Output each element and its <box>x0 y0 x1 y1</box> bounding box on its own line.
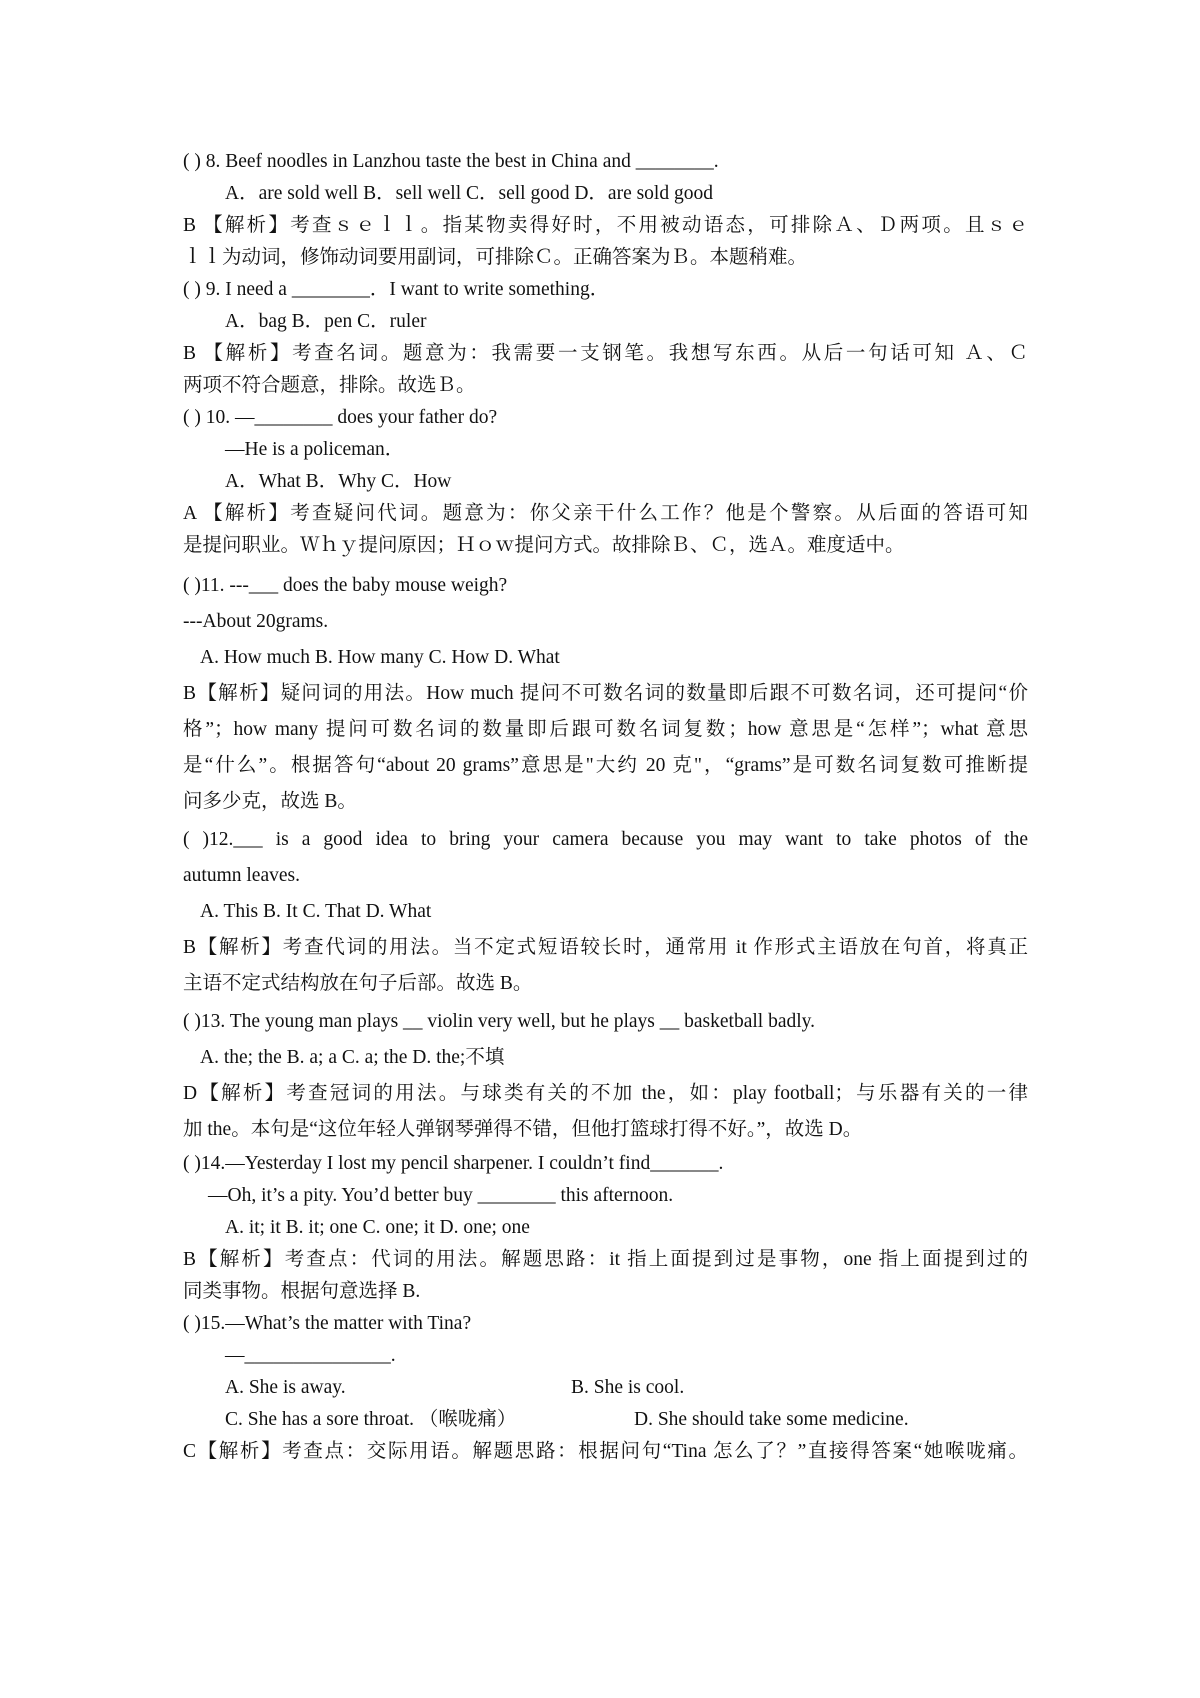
q13-stem: ( )13. The young man plays __ violin very well, but he plays __ basketball badly. <box>183 1011 816 1032</box>
q11-answer-line: ---About 20grams. <box>183 611 329 632</box>
q9-explanation-line-1: B 【解析】考查名词。题意为：我需要一支钢笔。我想写东西。从后一句话可知 Ａ、Ｃ <box>183 343 1028 364</box>
q10-options: A．What B．Why C．How <box>225 471 452 492</box>
q15-stem: ( )15.—What’s the matter with Tina? <box>183 1313 472 1334</box>
q11-stem: ( )11. ---___ does the baby mouse weigh? <box>183 575 508 596</box>
q9-explanation-line-2: 两项不符合题意，排除。故选Ｂ。 <box>183 375 476 396</box>
q14-answer-line: —Oh, it’s a pity. You’d better buy ________ this afternoon. <box>208 1185 674 1206</box>
q15-option-c: C. She has a sore throat. （喉咙痛） <box>225 1409 517 1430</box>
q14-explanation-line-2: 同类事物。根据句意选择 B. <box>183 1281 421 1302</box>
q8-explanation-line-1: B 【解析】考查ｓｅｌｌ。指某物卖得好时，不用被动语态，可排除Ａ、Ｄ两项。且ｓｅ <box>183 215 1028 236</box>
q10-explanation-line-2: 是提问职业。Ｗｈｙ提问原因；Ｈｏｗ提问方式。故排除Ｂ、Ｃ，选Ａ。难度适中。 <box>183 535 905 556</box>
q15-answer-line: —_______________. <box>225 1345 396 1366</box>
q12-options: A. This B. It C. That D. What <box>200 901 432 922</box>
q15-option-a: A. She is away. <box>225 1377 346 1398</box>
q8-options: A．are sold well B．sell well C．sell good D．are sold good <box>225 183 713 204</box>
q15-option-b: B. She is cool. <box>571 1377 685 1398</box>
q14-options: A. it; it B. it; one C. one; it D. one; one <box>225 1217 530 1238</box>
q8-stem: ( ) 8. Beef noodles in Lanzhou taste the best in China and ________. <box>183 151 719 172</box>
q14-stem: ( )14.—Yesterday I lost my pencil sharpener. I couldn’t find_______. <box>183 1153 724 1174</box>
q13-explanation-line-2: 加 the。本句是“这位年轻人弹钢琴弹得不错，但他打篮球打得不好。”，故选 D。 <box>183 1119 863 1140</box>
q12-stem-line-1: ( )12.___ is a good idea to bring your camera because you may want to take photos of the <box>183 829 1028 850</box>
q8-explanation-line-2: ｌｌ为动词，修饰动词要用副词，可排除Ｃ。正确答案为Ｂ。本题稍难。 <box>183 247 808 268</box>
q9-stem: ( ) 9. I need a ________．I want to write something． <box>183 279 610 300</box>
q11-explanation-line-1: B【解析】疑问词的用法。How much 提问不可数名词的数量即后跟不可数名词，还可提问“价 <box>183 683 1028 704</box>
q15-explanation-line-1: C【解析】考查点：交际用语。解题思路：根据问句“Tina 怎么了？”直接得答案“她喉咙痛。 <box>183 1441 1028 1462</box>
q10-explanation-line-1: A 【解析】考查疑问代词。题意为：你父亲干什么工作？他是个警察。从后面的答语可知 <box>183 503 1028 524</box>
q11-options: A. How much B. How many C. How D. What <box>200 647 560 668</box>
q10-stem: ( ) 10. —________ does your father do? <box>183 407 498 428</box>
q9-options: A．bag B．pen C．ruler <box>225 311 427 332</box>
q12-stem-line-2: autumn leaves. <box>183 865 300 886</box>
q10-answer-line: —He is a policeman． <box>225 439 405 460</box>
q15-option-d: D. She should take some medicine. <box>634 1409 909 1430</box>
q11-explanation-line-4: 问多少克，故选 B。 <box>183 791 357 812</box>
q12-explanation-line-2: 主语不定式结构放在句子后部。故选 B。 <box>183 973 533 994</box>
q14-explanation-line-1: B【解析】考查点：代词的用法。解题思路：it 指上面提到过是事物，one 指上面提到过的 <box>183 1249 1028 1270</box>
q12-explanation-line-1: B【解析】考查代词的用法。当不定式短语较长时，通常用 it 作形式主语放在句首，将真正 <box>183 937 1028 958</box>
q11-explanation-line-2: 格”；how many 提问可数名词的数量即后跟可数名词复数；how 意思是“怎样”；what 意思 <box>183 719 1028 740</box>
q11-explanation-line-3: 是“什么”。根据答句“about 20 grams”意思是"大约 20 克"，“grams”是可数名词复数可推断提 <box>183 755 1028 776</box>
q13-explanation-line-1: D【解析】考查冠词的用法。与球类有关的不加 the，如：play football；与乐器有关的一律 <box>183 1083 1028 1104</box>
q13-options: A. the; the B. a; a C. a; the D. the;不填 <box>200 1047 505 1068</box>
